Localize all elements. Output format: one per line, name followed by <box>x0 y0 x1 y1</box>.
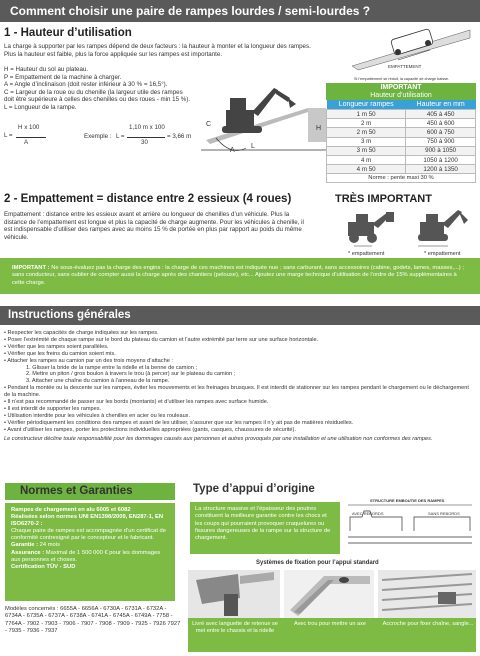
fraction-bar2 <box>127 137 165 138</box>
formula-numerator: H x 100 <box>18 124 40 131</box>
list-item: • Respecter les capacités de charge indiquées sur les rampes. <box>4 330 159 336</box>
section1-heading: 1 - Hauteur d’utilisation <box>4 27 132 39</box>
struct-title: STRUCTURE EMBOUTIE DES RAMPES <box>370 498 445 503</box>
table-cell: 3 m 50 <box>327 146 406 155</box>
table-row <box>327 146 476 155</box>
garantie-label: Garantie : <box>11 542 39 549</box>
table-cell: 1200 à 1350 <box>406 165 476 174</box>
list-item: • Vérifier que les freins du camion soient mis. <box>4 350 116 357</box>
table-row <box>327 119 476 128</box>
fixation-caption-2: Avec trou pour mettre un axe <box>293 621 367 627</box>
important-notice <box>0 258 480 294</box>
list-item: • Utilisation interdite pour les véhicules à chenilles en acier ou les rouleaux. <box>4 412 191 419</box>
def-p: P = Empattement de la machine à charger. <box>4 73 122 81</box>
normes-heading: Normes et Garanties <box>20 485 133 497</box>
section1-intro: La charge à supporter par les rampes dépend de deux facteurs : la hauteur à monter et la longueur des rampes. Plus la hauteur est faible, plus la force appliquée sur les rampes est importante. <box>4 43 311 58</box>
ramp-note: Si l’empattement se réduit, la capacité de charge baisse. <box>354 77 450 81</box>
table-cell: 750 à 900 <box>406 137 476 146</box>
appui-text: La structure massive et l’épaisseur des poutres constituent la meilleure garantie contre les chocs et les coups qui pourraient provoquer craquelures ou fissures dangereuses de la rampe sur la structure de chargement. <box>195 506 331 542</box>
label-c: C <box>206 121 212 128</box>
wheeled-vehicle-icon <box>342 208 402 250</box>
list-item: • Vérifier périodiquement les conditions des rampes et avant de les utiliser, s’assurer que sur les rampes il n’y ait pas de matières résiduelles. <box>4 419 354 426</box>
assurance-label: Assurance : <box>11 549 45 556</box>
sans-rebords: SANS REBORDS <box>428 511 460 516</box>
fraction-bar <box>16 137 46 138</box>
normes-line2: Réalisées selon normes UNI EN1398/2009, EN287-1, EN ISO6270-2 : <box>11 514 164 528</box>
list-item: • Poser l’extrémité de chaque rampe sur le bord du plateau du camion et l’autre extrémité par terre sur une surface horizontale. <box>4 336 319 343</box>
page-title: Comment choisir une paire de rampes lourdes / semi-lourdes ? <box>10 4 371 18</box>
table-cell: 1 m 50 <box>327 110 406 119</box>
empattement-label-1: * empattement <box>348 251 385 257</box>
table-cell: 4 m <box>327 155 406 164</box>
notice-bold: IMPORTANT : <box>12 265 50 271</box>
table-header: Hauteur en mm <box>416 101 465 108</box>
def-c: C = Largeur de la roue ou du chenille (la largeur utile des rampes doit être supérieure à celles des chenilles ou des roues - min 15 %). <box>4 88 191 104</box>
notice-text: Ne sous-évaluez pas la charge des engins : la charge de ces machines est indiquée nue ; sans carburant, sans accessoires (cabine, godets, lames, masses,...) ; sans conducteur, sans oublier de compter aussi la charge après des chantiers (pelouse), etc... Ajoutez une marge technique d’utilisation de l’ordre de 15% supplémentaires à cette charge. <box>12 265 464 286</box>
normes-line1: Rampes de chargement en alu 6005 et 6082 <box>11 507 131 513</box>
avec-rebords: AVEC REBORDS <box>352 511 384 516</box>
table-cell: 2 m <box>327 119 406 128</box>
ramp-diagram <box>352 26 477 84</box>
assurance-value: Maximal de 1 500 000 € pour les dommages aux personnes et choses. <box>11 549 161 563</box>
table-title-important: IMPORTANT <box>380 84 422 91</box>
table-footer: Norme : pente maxi 30 % <box>326 174 476 183</box>
formula-l: L = <box>4 132 13 139</box>
garantie-value: 24 mois <box>38 542 60 549</box>
list-item: • Il n’est pas recommandé de passer sur les bords (montants) et d’utiliser les rampes avec surface humide. <box>4 399 269 406</box>
instructions-heading: Instructions générales <box>8 309 131 321</box>
list-item: 3. Attacher une chaîne du camion à l’anneau de la rampe. <box>26 378 170 385</box>
list-item: • Pendant la montée ou la descente sur les rampes, éviter les mouvements et les freinages brusques. Il est interdit de stationner sur les rampes pendant le chargement ou le déchargement de la machine. <box>4 385 469 399</box>
list-item: • Avant d’utiliser les rampes, porter les protections individuelles appropriées (gants, casques, chaussures de sécurité). <box>4 426 296 433</box>
formula-result: = 3,66 m <box>167 133 192 140</box>
label-a: A <box>230 147 235 154</box>
table-cell: 3 m <box>327 137 406 146</box>
table-cell: 1050 à 1200 <box>406 155 476 164</box>
appui-text-box <box>190 502 340 554</box>
fixation-title: Systèmes de fixation pour l’appui standard <box>256 560 379 566</box>
section2-heading: 2 - Empattement = distance entre 2 essieux (4 roues) <box>4 193 292 205</box>
table-title-subtitle: Hauteur d’utilisation <box>370 92 432 99</box>
normes-box <box>5 503 175 601</box>
fixation-image-1 <box>188 570 280 618</box>
definitions <box>4 66 194 112</box>
list-item: 2. Mettre un piton / gros boulon à travers le trou (à percer) sur le plateau du camion ; <box>26 371 236 378</box>
fixation-caption-3: Accroche pour fixer chaîne, sangle... <box>382 621 474 627</box>
table-cell: 4 m 50 <box>327 165 406 174</box>
structure-diagram <box>342 497 478 555</box>
list-item: • Vérifier que les rampes soient parallèles. <box>4 343 109 350</box>
table-cell: 2 m 50 <box>327 128 406 137</box>
normes-assurance <box>11 550 169 564</box>
table-row <box>327 137 476 146</box>
def-h: H = Hauteur du sol au plateau. <box>4 66 89 73</box>
tres-important: TRÈS IMPORTANT <box>335 193 432 205</box>
list-item: 1. Glisser la bride de la rampe entre la ridelle et la benne de camion ; <box>26 364 198 371</box>
table-cell: 600 à 750 <box>406 128 476 137</box>
label-h: H <box>316 125 322 132</box>
normes-paragraph: Chaque paire de rampes est accompagnée d’un certificat de conformité contresigné par le concepteur et le fabricant. <box>11 528 166 542</box>
formula <box>4 124 204 154</box>
excavator-diagram <box>196 68 331 158</box>
section2-text: Empattement : distance entre les essieux avant et arrière ou longueur de chenilles d’un véhicule. Plus la distance de l’empattement est longue et plus la capacité de charge augmente. Pour les véhicules à chenille, il est indispensable d’utiliser des rampes avec au moins 15 % de portée en plus par rapport au poids du même véhicule. <box>4 211 304 241</box>
empattement-label-2: * empattement <box>424 251 461 257</box>
formula-example-label: Exemple : <box>84 133 112 140</box>
table-row <box>327 155 476 164</box>
def-a: A = Angle d’inclinaison (doit rester inférieur à 30 % = 16,5°). <box>4 81 168 89</box>
table-title <box>326 83 476 100</box>
formula-denominator: A <box>24 139 29 146</box>
normes-garantie <box>11 542 169 549</box>
height-table <box>326 83 476 183</box>
disclaimer: Le constructeur décline toute responsabilité pour les dommages causés aux personnes et autres provoqués par une installation et une utilisation non conformes des rampes. <box>4 435 433 442</box>
table-header: Longueur rampes <box>338 101 394 108</box>
ramp-label: EMPATTEMENT <box>388 64 422 69</box>
table-body <box>326 100 476 174</box>
tracked-vehicle-icon <box>412 206 474 250</box>
appui-heading: Type d’appui d’origine <box>193 483 315 495</box>
list-item: • Il est interdit de supporter les rampes. <box>4 405 102 412</box>
fixation-caption-1: Livré avec languette de retenue se met entre le chassis et la ridelle <box>192 621 278 634</box>
formula-denominator2: 30 <box>141 139 148 146</box>
models-list: Modèles concernés : 6655A - 6656A - 6730A - 6731A - 6732A - 6734A - 6735A - 6737A - 6738A - 6741A - 6745A - 6749A - 7758 - 7764A - 7902 - 7903 - 7906 - 7907 - 7908 - 7909 - 7925 - 7926 7927 - 7935 - 7936 - 7937 <box>5 606 181 634</box>
fixation-image-2 <box>284 570 374 618</box>
instructions-list <box>4 330 476 443</box>
fixation-image-3 <box>378 570 476 618</box>
table-cell: 405 à 450 <box>406 110 476 119</box>
table-row <box>327 165 476 174</box>
def-l: L = Longueur de la rampe. <box>4 103 77 111</box>
table-cell: 450 à 600 <box>406 119 476 128</box>
label-l: L <box>251 143 255 150</box>
formula-l2: L = <box>116 133 125 140</box>
list-item: • Attacher les rampes au camion par un des trois moyens d’attache : <box>4 357 173 364</box>
formula-numerator2: 1,10 m x 100 <box>129 124 165 131</box>
table-row <box>327 128 476 137</box>
table-row <box>327 110 476 119</box>
table-cell: 900 à 1050 <box>406 146 476 155</box>
normes-certification: Certification TÜV - SUD <box>11 563 76 570</box>
